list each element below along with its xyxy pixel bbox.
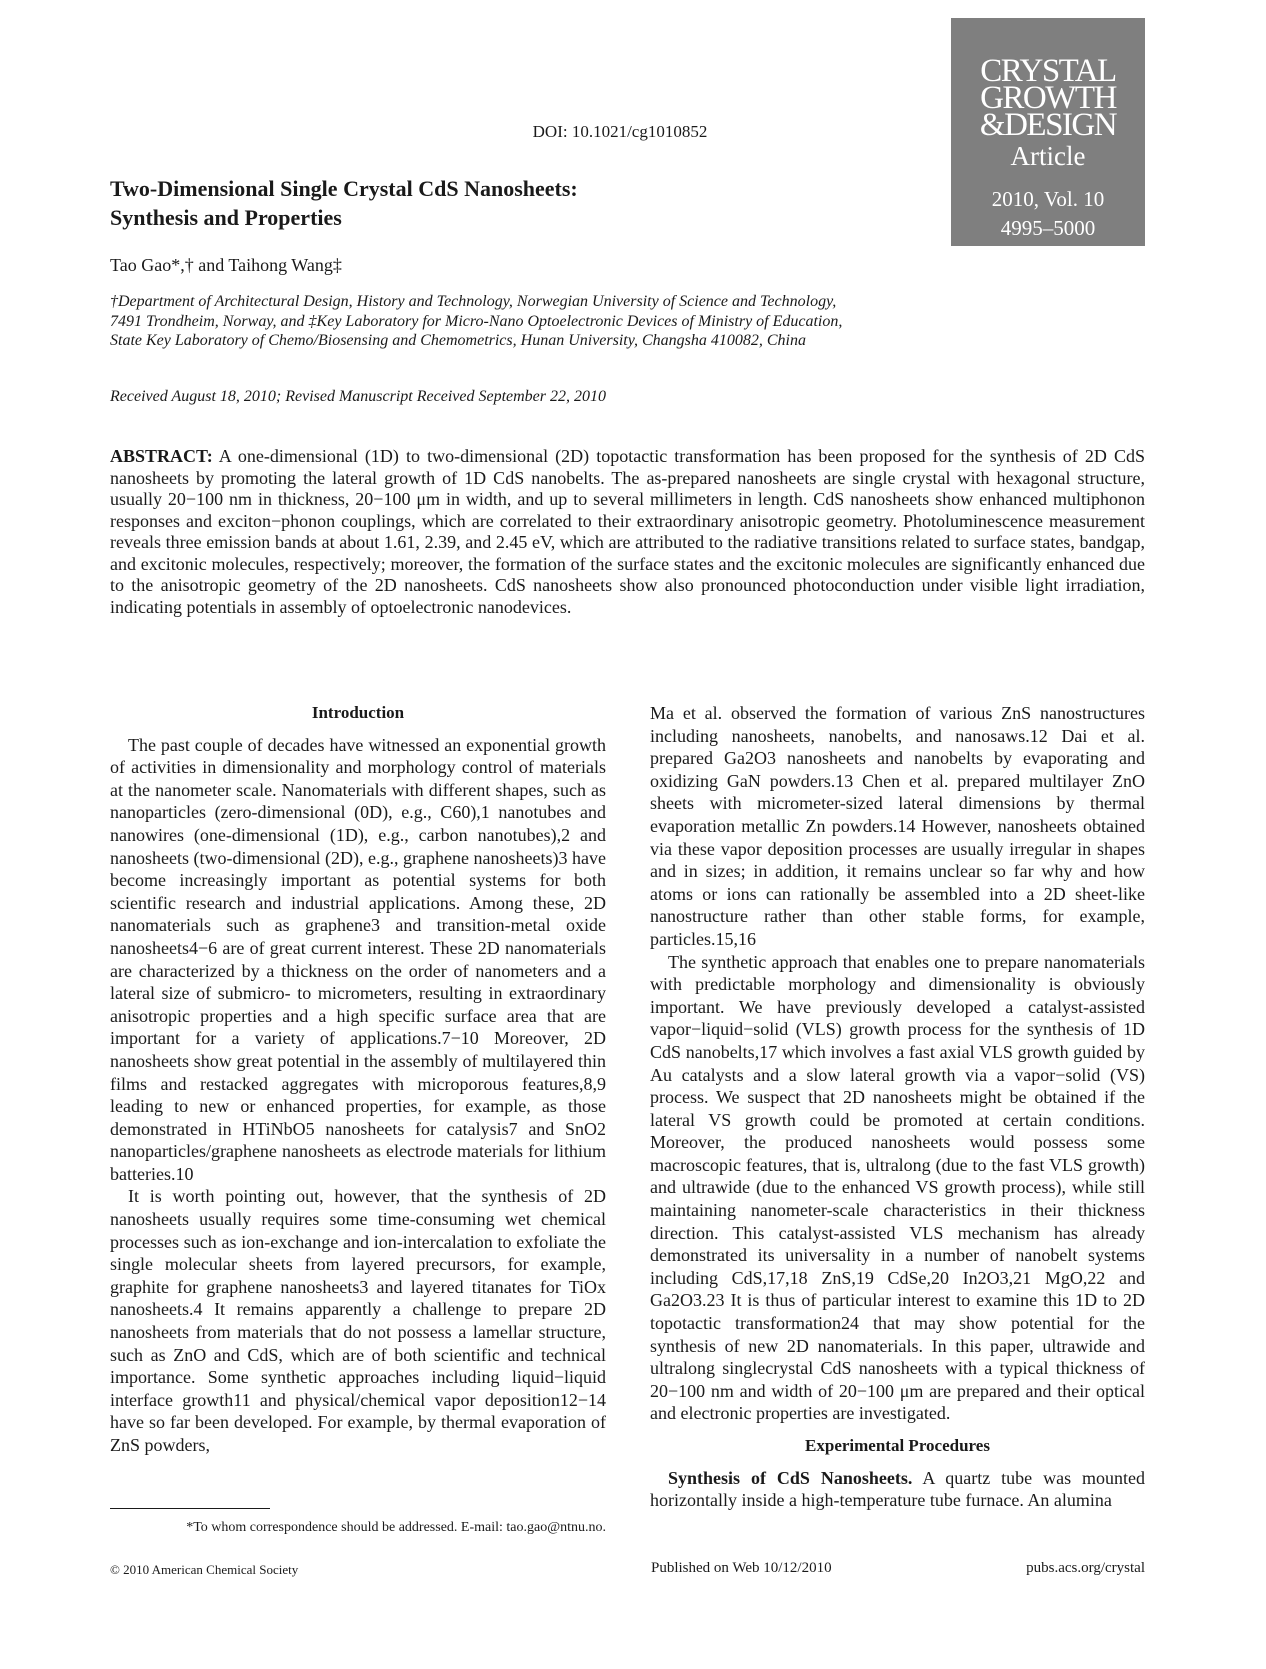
footnote-rule	[110, 1508, 270, 1509]
right-column	[650, 702, 1145, 1512]
journal-url[interactable]: pubs.acs.org/crystal	[1026, 1560, 1145, 1576]
experimental-heading: Experimental Procedures	[805, 1436, 990, 1455]
abstract-label: ABSTRACT:	[110, 446, 213, 466]
paper-title	[110, 174, 870, 232]
correspondence-footnote: *To whom correspondence should be addressed. E-mail: tao.gao@ntnu.no.	[186, 1520, 606, 1535]
journal-name	[951, 53, 1145, 143]
title-line: Synthesis and Properties	[110, 205, 342, 230]
article-type: Article	[1010, 141, 1086, 171]
published-date: Published on Web 10/12/2010	[651, 1560, 832, 1576]
authors: Tao Gao*,† and Taihong Wang‡	[110, 255, 342, 275]
paragraph: The synthetic approach that enables one to prepare nanomaterials with predictable morphology and dimensionality is obviously important. We have previously developed a catalyst-assisted vapor−liquid−solid (VLS) growth process for the synthesis of 1D CdS nanobelts,17 which involves a fast axial VLS growth guided by Au catalysts and a slow lateral growth via a vapor−solid (VS) process. We suspect that 2D nanosheets might be obtained if the lateral VS growth could be promoted at certain conditions. Moreover, the produced nanosheets would possess some macroscopic features, that is, ultralong (due to the fast VLS growth) and ultrawide (due to the enhanced VS growth process), while still maintaining nanometer-scale characteristics in their thickness direction. This catalyst-assisted VLS mechanism has already demonstrated its universality in a number of nanobelt systems including CdS,17,18 ZnS,19 CdSe,20 In2O3,21 MgO,22 and Ga2O3.23 It is thus of particular interest to examine this 1D to 2D topotactic transformation24 that may show potential for the synthesis of new 2D nanomaterials. In this paper, ultrawide and ultralong singlecrystal CdS nanosheets with a typical thickness of 20−100 nm and width of 20−100 μm are prepared and their optical and electronic properties are investigated.	[650, 951, 1145, 1424]
left-column	[110, 702, 606, 1457]
journal-name-line: &DESIGN	[979, 107, 1117, 143]
page-range: 4995–5000	[1000, 216, 1096, 240]
paragraph-text: A quartz tube was mounted horizontally inside a high-temperature tube furnace. An alumina	[650, 1467, 1146, 1511]
affiliation: †Department of Architectural Design, History and Technology, Norwegian University of Science and Technology, 7491 Trondheim, Norway, and ‡Key Laboratory for Micro-Nano Optoelectronic Devices of Ministry of Education, State Key Laboratory of Chemo/Biosensing and Chemometrics, Hunan University, Changsha 410082, China	[110, 293, 843, 349]
paragraph: Ma et al. observed the formation of various ZnS nanostructures including nanosheets, nanobelts, and nanosaws.12 Dai et al. prepared Ga2O3 nanosheets and nanobelts by evaporating and oxidizing GaN powders.13 Chen et al. prepared multilayer ZnO sheets with micrometer-sized lateral dimensions by thermal evaporation metallic Zn powders.14 However, nanosheets obtained via these vapor deposition processes are usually irregular in shapes and in sizes; in addition, it remains unclear so far why and how atoms or ions can rationally be assembled into a 2D sheet-like nanostructure rather than other stable forms, for example, particles.15,16	[650, 703, 1145, 949]
abstract	[110, 446, 1145, 618]
received-dates: Received August 18, 2010; Revised Manuscript Received September 22, 2010	[110, 388, 606, 405]
paragraph: It is worth pointing out, however, that the synthesis of 2D nanosheets usually requires some time-consuming wet chemical processes such as ion-exchange and ion-intercalation to exfoliate the single molecular sheets from layered precursors, for example, graphite for graphene nanosheets3 and layered titanates for TiOx nanosheets.4 It remains apparently a challenge to prepare 2D nanosheets from materials that do not possess a lamellar structure, such as ZnO and CdS, which are of both scientific and technical importance. Some synthetic approaches including liquid−liquid interface growth11 and physical/chemical vapor deposition12−14 have so far been developed. For example, by thermal evaporation of ZnS powders,	[110, 1186, 606, 1455]
copyright: © 2010 American Chemical Society	[110, 1562, 299, 1577]
journal-issue	[951, 185, 1145, 243]
paragraph	[650, 1467, 1145, 1512]
year-volume: 2010, Vol. 10	[991, 187, 1105, 211]
journal-name-line: GROWTH	[980, 80, 1116, 116]
introduction-heading: Introduction	[311, 703, 405, 722]
paragraph: The past couple of decades have witnessed an exponential growth of activities in dimensionality and morphology control of materials at the nanometer scale. Nanomaterials with different shapes, such as nanoparticles (zero-dimensional (0D), e.g., C60),1 nanotubes and nanowires (one-dimensional (1D), e.g., carbon nanotubes),2 and nanosheets (two-dimensional (2D), e.g., graphene nanosheets)3 have become increasingly important as potential systems for both scientific research and industrial applications. Among these, 2D nanomaterials such as graphene3 and transition-metal oxide nanosheets4−6 are of great current interest. These 2D nanomaterials are characterized by a thickness on the order of nanometers and a lateral size of submicro- to micrometers, resulting in extraordinary anisotropic properties and a high specific surface area that are important for a variety of applications.7−10 Moreover, 2D nanosheets show great potential in the assembly of multilayered thin films and restacked aggregates with microporous features,8,9 leading to new or enhanced properties, for example, as those demonstrated in HTiNbO5 nanosheets for catalysis7 and SnO2 nanoparticles/graphene nanosheets as electrode materials for lithium batteries.10	[110, 734, 606, 1184]
subsection-title: Synthesis of CdS Nanosheets.	[668, 1467, 913, 1488]
title-line: Two-Dimensional Single Crystal CdS Nanosheets:	[110, 176, 578, 201]
abstract-text: A one-dimensional (1D) to two-dimensional (2D) topotactic transformation has been proposed for the synthesis of 2D CdS nanosheets by promoting the lateral growth of 1D CdS nanobelts. The as-prepared nanosheets are single crystal with hexagonal structure, usually 20−100 nm in thickness, 20−100 μm in width, and up to several millimeters in length. CdS nanosheets show enhanced multiphonon responses and exciton−phonon couplings, which are correlated to their extraordinary anisotropic geometry. Photoluminescence measurement reveals three emission bands at about 1.61, 2.39, and 2.45 eV, which are attributed to the radiative transitions related to surface states, bandgap, and excitonic molecules, respectively; moreover, the formation of the surface states and the excitonic molecules are significantly enhanced due to the anisotropic geometry of the 2D nanosheets. CdS nanosheets show also pronounced photoconduction under visible light irradiation, indicating potentials in assembly of optoelectronic nanodevices.	[110, 446, 1145, 617]
doi: DOI: 10.1021/cg1010852	[532, 122, 708, 141]
journal-badge	[951, 18, 1145, 246]
journal-name-line: CRYSTAL	[980, 53, 1116, 89]
